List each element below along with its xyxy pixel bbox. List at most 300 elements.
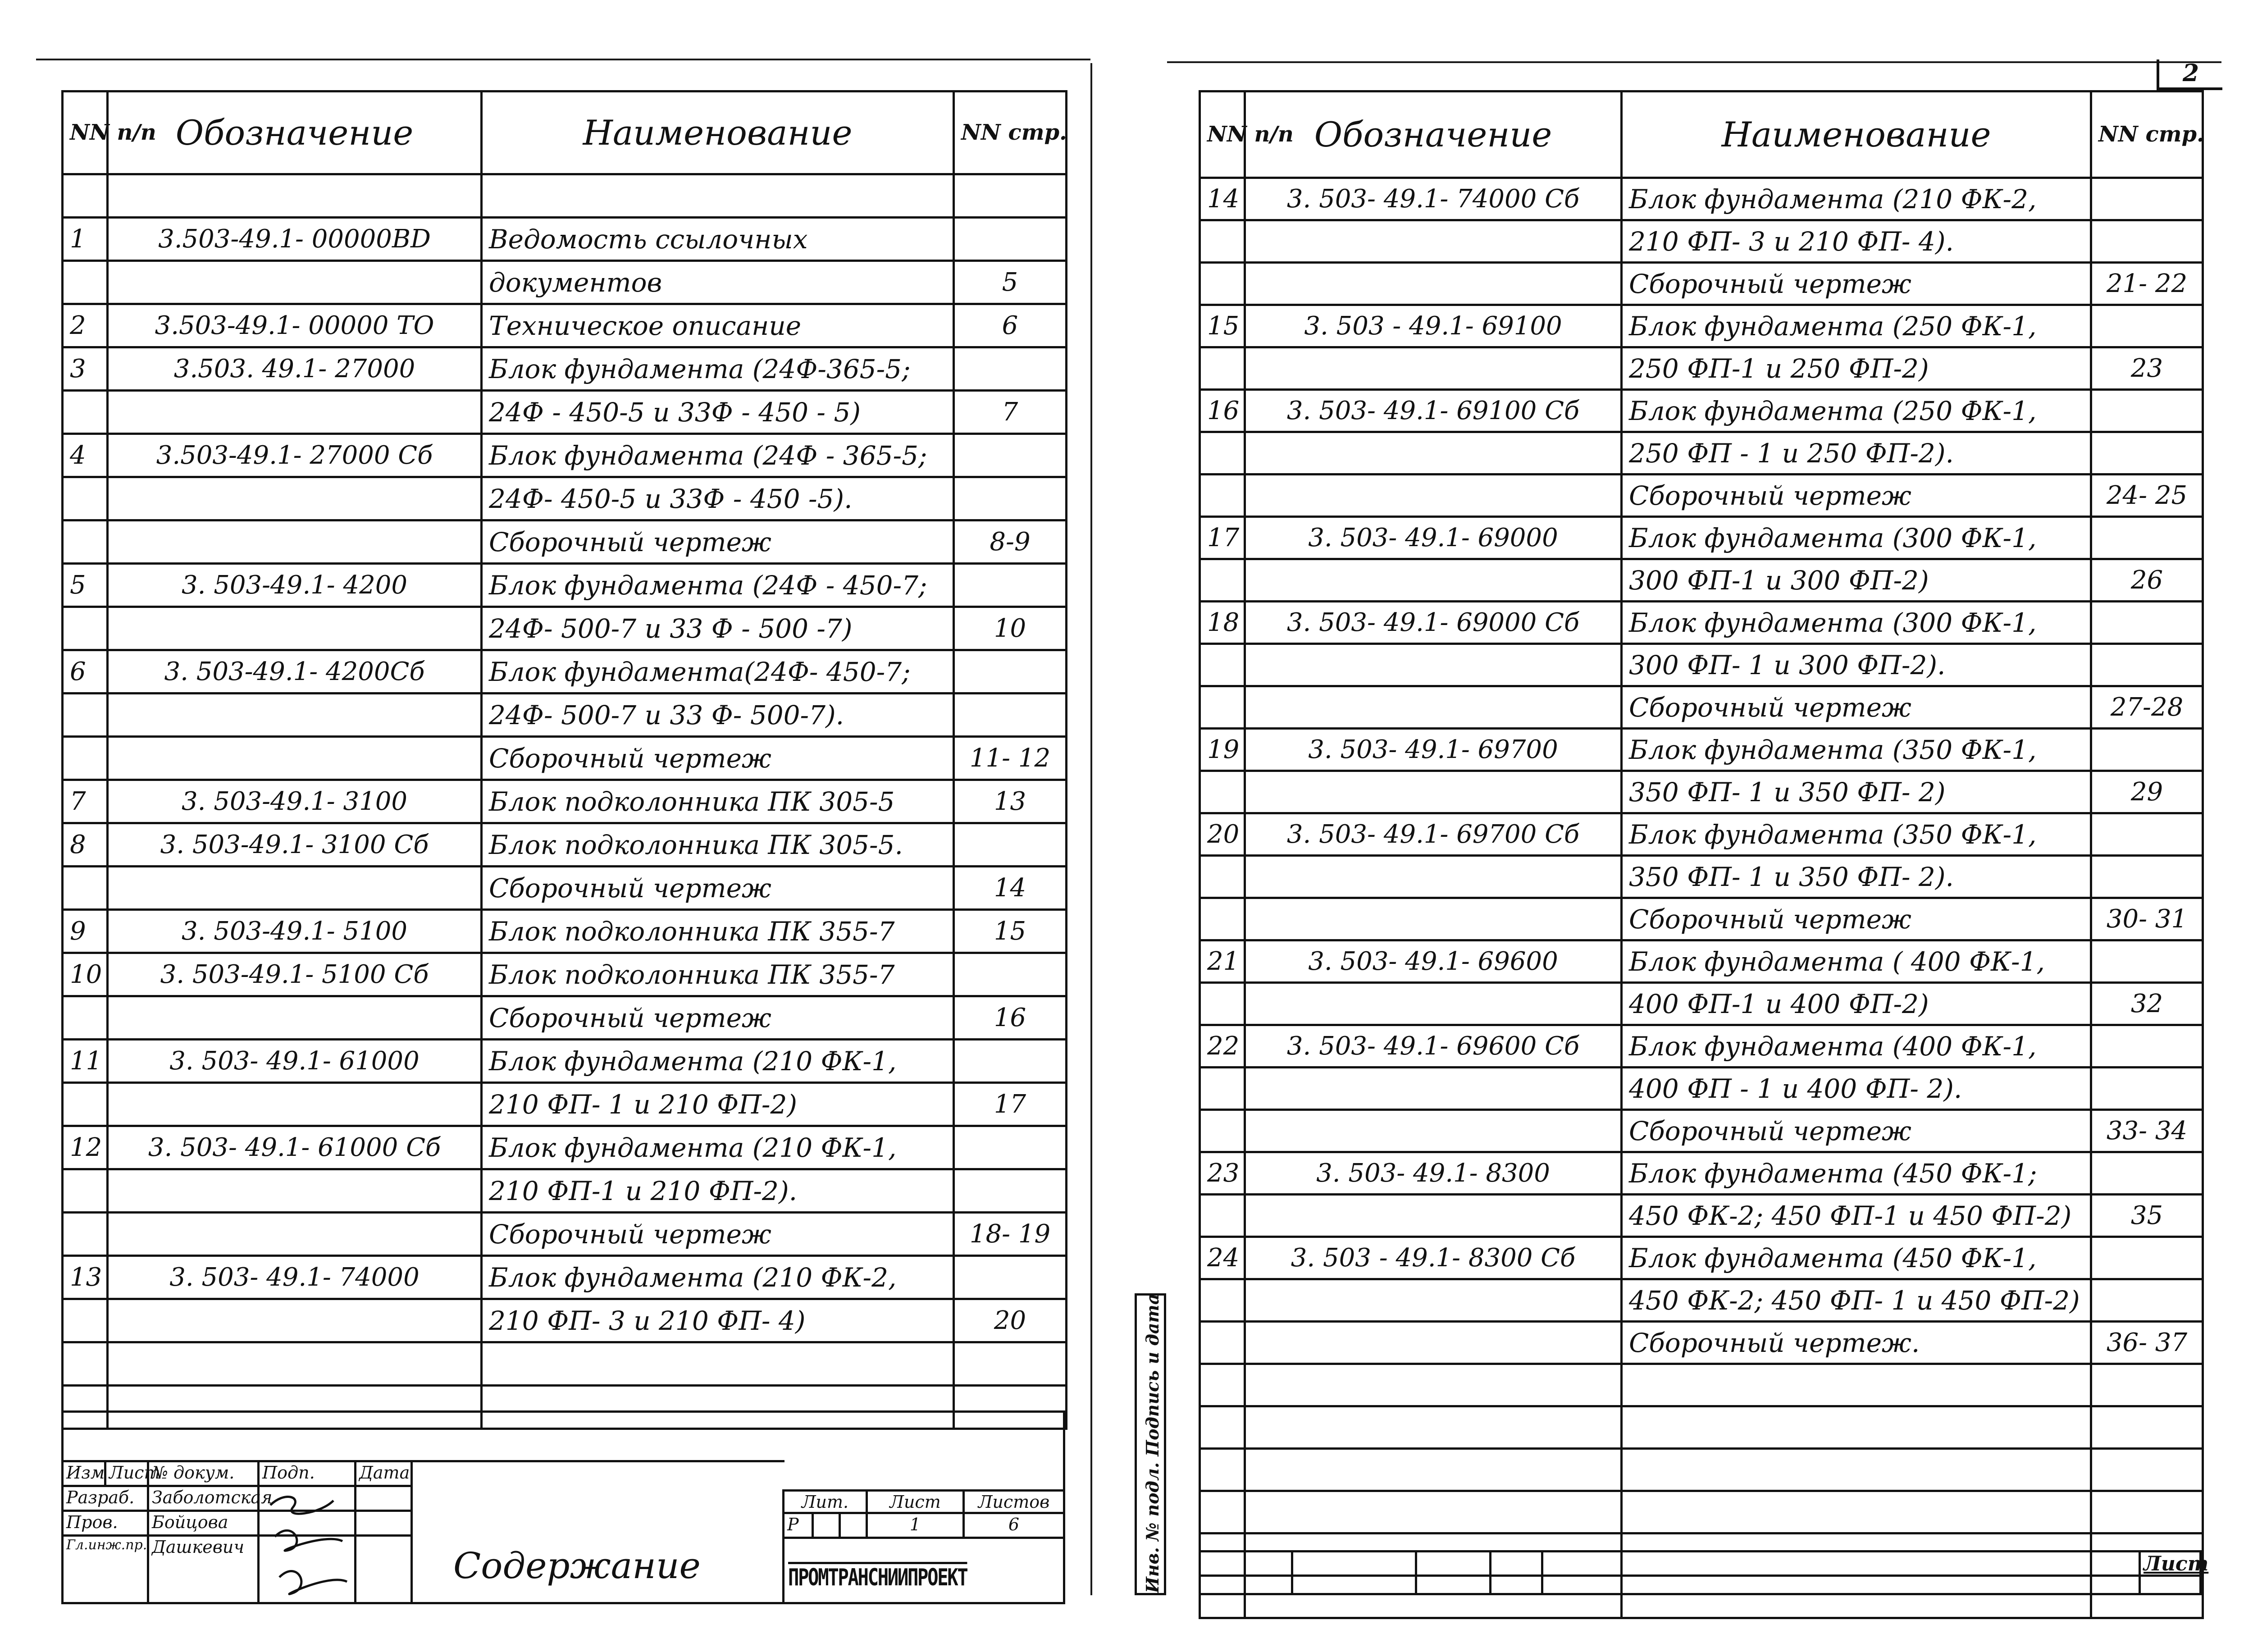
row-code-cell <box>108 1083 482 1126</box>
row-code-cell: 3. 503- 49.1- 61000 Сб <box>108 1126 482 1169</box>
role-chief-engineer: Гл.инж.пр. <box>61 1534 149 1604</box>
row-name-cell: 300 ФП-1 и 300 ФП-2) <box>1622 559 2091 602</box>
table-row <box>1200 1237 2203 1279</box>
table-row <box>1200 686 2203 729</box>
row-pages-cell <box>954 564 1067 607</box>
top-trim-line-left <box>36 59 1090 60</box>
row-pages-cell <box>954 1040 1067 1083</box>
row-num-cell <box>63 1169 108 1213</box>
row-pages-cell <box>954 477 1067 520</box>
page-number: 2 <box>2157 59 2222 90</box>
row-num-cell <box>63 391 108 434</box>
row-name-cell: 24Ф - 450-5 и 33Ф - 450 - 5) <box>482 391 954 434</box>
table-row <box>63 1083 1067 1126</box>
row-num-cell <box>1200 1491 1245 1533</box>
row-code-cell: 3. 503-49.1- 4200 <box>108 564 482 607</box>
row-pages-cell: 8-9 <box>954 520 1067 564</box>
row-name-cell: 250 ФП-1 и 250 ФП-2) <box>1622 347 2091 390</box>
row-pages-cell <box>2091 517 2203 559</box>
row-pages-cell <box>2091 1406 2203 1449</box>
row-name-cell: Блок фундамента (210 ФК-2, <box>482 1256 954 1299</box>
row-num-cell <box>1200 898 1245 940</box>
num-column-header: NN п/п <box>1200 91 1245 178</box>
row-code-cell <box>108 174 482 218</box>
row-code-cell <box>108 1169 482 1213</box>
table-row <box>1200 940 2203 983</box>
row-code-cell: 3. 503- 49.1- 61000 <box>108 1040 482 1083</box>
table-row <box>63 694 1067 737</box>
person-chief-engineer: Дашкевич <box>147 1534 260 1604</box>
row-name-cell: 350 ФП- 1 и 350 ФП- 2). <box>1622 856 2091 898</box>
sheet-title: Содержание <box>453 1545 701 1587</box>
date-checker <box>354 1510 413 1537</box>
row-name-cell: Сборочный чертеж <box>1622 475 2091 517</box>
row-name-cell: Блок подколонника ПК 355-7 <box>482 910 954 953</box>
row-num-cell: 17 <box>1200 517 1245 559</box>
change-col-sign: Подп. <box>257 1460 356 1487</box>
row-name-cell: Блок фундамента (400 ФК-1, <box>1622 1025 2091 1068</box>
table-row <box>63 737 1067 780</box>
lit-extra-1 <box>812 1512 841 1539</box>
row-name-cell <box>1622 1406 2091 1449</box>
row-num-cell <box>1200 856 1245 898</box>
row-code-cell <box>108 261 482 304</box>
row-name-cell: 250 ФП - 1 и 250 ФП-2). <box>1622 432 2091 475</box>
table-row <box>1200 475 2203 517</box>
row-num-cell: 7 <box>63 780 108 823</box>
table-row <box>63 823 1067 867</box>
row-name-cell <box>1622 1364 2091 1406</box>
table-row <box>63 867 1067 910</box>
row-code-cell <box>1245 559 1622 602</box>
row-name-cell: Блок фундамента (250 ФК-1, <box>1622 305 2091 347</box>
table-row <box>63 477 1067 520</box>
row-code-cell <box>1245 432 1622 475</box>
row-num-cell: 4 <box>63 434 108 477</box>
row-name-cell: Сборочный чертеж <box>482 737 954 780</box>
row-pages-cell <box>954 347 1067 391</box>
table-row <box>1200 1110 2203 1152</box>
row-pages-cell: 32 <box>2091 983 2203 1025</box>
row-code-cell <box>1245 263 1622 305</box>
row-pages-cell <box>954 218 1067 261</box>
row-code-cell: 3.503-49.1- 27000 Сб <box>108 434 482 477</box>
table-row <box>63 1213 1067 1256</box>
row-name-cell: Сборочный чертеж <box>482 996 954 1040</box>
name-column-header: Наименование <box>482 91 954 174</box>
table-header-row <box>1200 91 2203 178</box>
row-name-cell: Блок фундамента (210 ФК-1, <box>482 1040 954 1083</box>
row-name-cell: Сборочный чертеж. <box>1622 1322 2091 1364</box>
change-col-doc: № докум. <box>147 1460 260 1487</box>
row-name-cell: 210 ФП- 3 и 210 ФП- 4). <box>1622 220 2091 263</box>
row-code-cell: 3. 503- 49.1- 69000 <box>1245 517 1622 559</box>
row-name-cell <box>482 174 954 218</box>
row-pages-cell: 16 <box>954 996 1067 1040</box>
row-code-cell <box>1245 1449 1622 1491</box>
row-name-cell: Блок фундамента (210 ФК-2, <box>1622 178 2091 220</box>
row-name-cell <box>1622 1449 2091 1491</box>
table-row <box>63 520 1067 564</box>
row-name-cell: Сборочный чертеж <box>1622 686 2091 729</box>
row-pages-cell: 21- 22 <box>2091 263 2203 305</box>
row-code-cell <box>108 477 482 520</box>
row-num-cell: 3 <box>63 347 108 391</box>
row-code-cell: 3.503-49.1- 00000ВD <box>108 218 482 261</box>
row-pages-cell: 24- 25 <box>2091 475 2203 517</box>
table-row <box>63 218 1067 261</box>
signatures-graphic <box>266 1487 356 1604</box>
row-num-cell <box>63 174 108 218</box>
table-row <box>63 1126 1067 1169</box>
row-num-cell <box>63 520 108 564</box>
row-num-cell <box>1200 220 1245 263</box>
row-name-cell: Сборочный чертеж <box>482 1213 954 1256</box>
table-row <box>1200 305 2203 347</box>
table-row <box>1200 1152 2203 1195</box>
row-pages-cell <box>2091 856 2203 898</box>
row-pages-cell: 35 <box>2091 1195 2203 1237</box>
row-num-cell <box>1200 1110 1245 1152</box>
row-name-cell: Блок фундамента ( 400 ФК-1, <box>1622 940 2091 983</box>
row-name-cell: Блок фундамента (450 ФК-1, <box>1622 1237 2091 1279</box>
organization-cell <box>782 1537 1065 1604</box>
change-col-izm: Изм <box>61 1460 106 1487</box>
pages-column-header: NN стр. <box>2091 91 2203 178</box>
table-row <box>1200 1195 2203 1237</box>
left-contents-table <box>61 90 1067 1430</box>
row-num-cell: 10 <box>63 953 108 996</box>
row-code-cell: 3. 503 - 49.1- 69100 <box>1245 305 1622 347</box>
row-code-cell <box>1245 856 1622 898</box>
row-code-cell <box>108 1342 482 1386</box>
row-num-cell: 1 <box>63 218 108 261</box>
row-pages-cell <box>2091 602 2203 644</box>
row-code-cell <box>1245 1406 1622 1449</box>
table-row <box>63 1299 1067 1342</box>
table-row <box>1200 263 2203 305</box>
table-row <box>63 304 1067 347</box>
table-row <box>1200 1025 2203 1068</box>
page-fold-line <box>1090 63 1092 1595</box>
table-header-row <box>63 91 1067 174</box>
change-col-date: Дата <box>354 1460 413 1487</box>
pages-column-header: NN стр. <box>954 91 1067 174</box>
row-pages-cell: 36- 37 <box>2091 1322 2203 1364</box>
row-name-cell: Сборочный чертеж <box>482 867 954 910</box>
row-pages-cell <box>2091 1025 2203 1068</box>
table-row <box>1200 347 2203 390</box>
row-code-cell <box>108 520 482 564</box>
row-name-cell: документов <box>482 261 954 304</box>
row-name-cell: Сборочный чертеж <box>1622 898 2091 940</box>
bottom-stamp-cell-3 <box>1415 1550 1491 1595</box>
row-name-cell: 24Ф- 500-7 и 33 Ф- 500-7). <box>482 694 954 737</box>
bottom-stamp-cell-4 <box>1489 1550 1543 1595</box>
row-pages-cell <box>954 174 1067 218</box>
row-num-cell <box>63 996 108 1040</box>
row-name-cell: Блок фундамента (210 ФК-1, <box>482 1126 954 1169</box>
row-name-cell: Блок фундамента (350 ФК-1, <box>1622 813 2091 856</box>
row-num-cell <box>1200 644 1245 686</box>
row-code-cell <box>1245 898 1622 940</box>
designation-column-header: Обозначение <box>108 91 482 174</box>
person-checker: Бойцова <box>147 1510 260 1537</box>
row-pages-cell <box>2091 305 2203 347</box>
row-code-cell: 3. 503- 49.1- 69600 Сб <box>1245 1025 1622 1068</box>
row-name-cell <box>482 1342 954 1386</box>
row-pages-cell <box>2091 1364 2203 1406</box>
row-num-cell <box>63 1342 108 1386</box>
inventory-stamp-label: Инв. № подл. Подпись и дата <box>1142 1293 1163 1593</box>
row-pages-cell <box>2091 390 2203 432</box>
row-num-cell <box>63 1299 108 1342</box>
row-name-cell: 210 ФП- 3 и 210 ФП- 4) <box>482 1299 954 1342</box>
row-num-cell <box>1200 1068 1245 1110</box>
row-pages-cell: 17 <box>954 1083 1067 1126</box>
row-code-cell: 3. 503- 49.1- 74000 Сб <box>1245 178 1622 220</box>
row-num-cell <box>1200 559 1245 602</box>
row-num-cell <box>1200 686 1245 729</box>
row-name-cell: Блок фундамента (450 ФК-1; <box>1622 1152 2091 1195</box>
row-name-cell: 350 ФП- 1 и 350 ФП- 2) <box>1622 771 2091 813</box>
row-code-cell: 3. 503- 49.1- 69000 Сб <box>1245 602 1622 644</box>
bottom-sheet-label: Лист <box>2139 1550 2202 1595</box>
row-pages-cell: 33- 34 <box>2091 1110 2203 1152</box>
row-pages-cell <box>954 694 1067 737</box>
row-pages-cell: 18- 19 <box>954 1213 1067 1256</box>
table-row <box>1200 220 2203 263</box>
table-row <box>63 1040 1067 1083</box>
table-row <box>1200 390 2203 432</box>
row-num-cell <box>1200 1449 1245 1491</box>
table-row <box>1200 178 2203 220</box>
row-num-cell: 6 <box>63 650 108 694</box>
row-pages-cell <box>954 1342 1067 1386</box>
table-row <box>63 996 1067 1040</box>
row-pages-cell: 29 <box>2091 771 2203 813</box>
row-pages-cell <box>2091 432 2203 475</box>
row-pages-cell: 6 <box>954 304 1067 347</box>
row-name-cell: Блок подколонника ПК 305-5 <box>482 780 954 823</box>
row-num-cell: 9 <box>63 910 108 953</box>
row-num-cell <box>1200 1406 1245 1449</box>
sheet-value: 1 <box>866 1512 965 1539</box>
row-name-cell: Ведомость ссылочных <box>482 218 954 261</box>
row-pages-cell <box>2091 1279 2203 1322</box>
row-name-cell: 450 ФК-2; 450 ФП-1 и 450 ФП-2) <box>1622 1195 2091 1237</box>
row-pages-cell: 23 <box>2091 347 2203 390</box>
row-code-cell <box>1245 686 1622 729</box>
table-row <box>63 1169 1067 1213</box>
table-row <box>63 261 1067 304</box>
row-pages-cell <box>2091 1068 2203 1110</box>
row-pages-cell <box>2091 220 2203 263</box>
row-name-cell: Блок фундамента (350 ФК-1, <box>1622 729 2091 771</box>
table-row <box>1200 1322 2203 1364</box>
table-row <box>63 174 1067 218</box>
table-row <box>1200 813 2203 856</box>
table-row <box>63 347 1067 391</box>
row-code-cell: 3.503-49.1- 00000 ТО <box>108 304 482 347</box>
table-row <box>63 1342 1067 1386</box>
lit-value: Р <box>782 1512 814 1539</box>
row-num-cell <box>1200 983 1245 1025</box>
row-pages-cell: 15 <box>954 910 1067 953</box>
table-row <box>1200 1279 2203 1322</box>
row-num-cell: 15 <box>1200 305 1245 347</box>
row-pages-cell <box>2091 644 2203 686</box>
row-pages-cell <box>954 434 1067 477</box>
table-row <box>63 953 1067 996</box>
row-num-cell: 8 <box>63 823 108 867</box>
table-row <box>1200 856 2203 898</box>
row-name-cell: 210 ФП- 1 и 210 ФП-2) <box>482 1083 954 1126</box>
row-name-cell: Блок фундамента (300 ФК-1, <box>1622 517 2091 559</box>
table-row <box>1200 432 2203 475</box>
row-num-cell: 21 <box>1200 940 1245 983</box>
person-developer: Заболотская <box>147 1485 260 1512</box>
row-pages-cell <box>2091 940 2203 983</box>
row-code-cell <box>1245 983 1622 1025</box>
row-code-cell: 3. 503-49.1- 3100 Сб <box>108 823 482 867</box>
date-chief-engineer <box>354 1534 413 1604</box>
top-trim-line-right <box>1167 61 2221 63</box>
row-code-cell: 3.503. 49.1- 27000 <box>108 347 482 391</box>
table-row <box>63 564 1067 607</box>
row-code-cell: 3. 503-49.1- 5100 <box>108 910 482 953</box>
row-code-cell <box>1245 771 1622 813</box>
row-code-cell <box>108 737 482 780</box>
row-pages-cell: 30- 31 <box>2091 898 2203 940</box>
row-code-cell: 3. 503- 49.1- 69100 Сб <box>1245 390 1622 432</box>
row-name-cell: Сборочный чертеж <box>482 520 954 564</box>
row-num-cell <box>63 1213 108 1256</box>
row-num-cell: 23 <box>1200 1152 1245 1195</box>
row-name-cell <box>1622 1491 2091 1533</box>
row-num-cell: 14 <box>1200 178 1245 220</box>
table-row <box>1200 771 2203 813</box>
table-row <box>1200 983 2203 1025</box>
row-code-cell <box>1245 1364 1622 1406</box>
row-num-cell <box>63 607 108 650</box>
row-code-cell <box>108 391 482 434</box>
name-column-header: Наименование <box>1622 91 2091 178</box>
lit-extra-2 <box>839 1512 868 1539</box>
table-row <box>1200 898 2203 940</box>
row-name-cell: Блок фундамента (24Ф - 450-7; <box>482 564 954 607</box>
row-pages-cell: 20 <box>954 1299 1067 1342</box>
row-code-cell <box>1245 475 1622 517</box>
row-pages-cell: 26 <box>2091 559 2203 602</box>
row-num-cell: 20 <box>1200 813 1245 856</box>
row-name-cell: Блок фундамента (24Ф-365-5; <box>482 347 954 391</box>
table-row <box>63 1256 1067 1299</box>
row-name-cell: 24Ф- 450-5 и 33Ф - 450 -5). <box>482 477 954 520</box>
row-code-cell <box>108 1299 482 1342</box>
row-code-cell <box>1245 1279 1622 1322</box>
row-name-cell: Блок фундамента (250 ФК-1, <box>1622 390 2091 432</box>
row-code-cell <box>108 996 482 1040</box>
table-row <box>1200 1406 2203 1449</box>
row-num-cell: 18 <box>1200 602 1245 644</box>
row-name-cell: 24Ф- 500-7 и 33 Ф - 500 -7) <box>482 607 954 650</box>
row-num-cell <box>63 477 108 520</box>
row-pages-cell <box>954 1169 1067 1213</box>
row-num-cell <box>63 737 108 780</box>
table-row <box>1200 559 2203 602</box>
row-pages-cell <box>2091 1449 2203 1491</box>
row-num-cell <box>1200 263 1245 305</box>
row-num-cell <box>1200 347 1245 390</box>
row-pages-cell <box>954 823 1067 867</box>
row-num-cell <box>1200 1322 1245 1364</box>
row-num-cell <box>1200 1279 1245 1322</box>
row-num-cell <box>1200 771 1245 813</box>
row-num-cell: 24 <box>1200 1237 1245 1279</box>
row-code-cell <box>1245 220 1622 263</box>
row-name-cell: Блок фундамента (300 ФК-1, <box>1622 602 2091 644</box>
row-name-cell: Сборочный чертеж <box>1622 1110 2091 1152</box>
table-row <box>1200 517 2203 559</box>
row-code-cell: 3. 503-49.1- 5100 Сб <box>108 953 482 996</box>
row-num-cell <box>63 261 108 304</box>
row-num-cell: 2 <box>63 304 108 347</box>
bottom-stamp-cell-1 <box>1244 1550 1293 1595</box>
row-name-cell: 210 ФП-1 и 210 ФП-2). <box>482 1169 954 1213</box>
row-code-cell <box>108 867 482 910</box>
row-code-cell <box>108 694 482 737</box>
inventory-stamp <box>1135 1293 1166 1595</box>
row-code-cell <box>1245 347 1622 390</box>
row-code-cell: 3. 503 - 49.1- 8300 Сб <box>1245 1237 1622 1279</box>
row-code-cell <box>1245 1110 1622 1152</box>
table-row <box>63 650 1067 694</box>
row-name-cell: 400 ФП-1 и 400 ФП-2) <box>1622 983 2091 1025</box>
table-row <box>63 910 1067 953</box>
row-name-cell: Блок подколонника ПК 355-7 <box>482 953 954 996</box>
lit-label: Лит. <box>782 1489 868 1514</box>
role-developer: Разраб. <box>61 1485 149 1512</box>
row-name-cell: 450 ФК-2; 450 ФП- 1 и 450 ФП-2) <box>1622 1279 2091 1322</box>
row-num-cell: 16 <box>1200 390 1245 432</box>
table-row <box>1200 602 2203 644</box>
row-pages-cell <box>954 953 1067 996</box>
row-code-cell <box>1245 1491 1622 1533</box>
right-contents-table <box>1199 90 2204 1619</box>
row-num-cell: 13 <box>63 1256 108 1299</box>
row-code-cell <box>1245 644 1622 686</box>
row-num-cell <box>63 1083 108 1126</box>
table-row <box>1200 1449 2203 1491</box>
row-pages-cell: 27-28 <box>2091 686 2203 729</box>
row-code-cell: 3. 503- 49.1- 74000 <box>108 1256 482 1299</box>
row-pages-cell <box>954 1256 1067 1299</box>
row-code-cell: 3. 503- 49.1- 69700 Сб <box>1245 813 1622 856</box>
row-pages-cell: 10 <box>954 607 1067 650</box>
sheet-label: Лист <box>866 1489 965 1514</box>
row-code-cell: 3. 503-49.1- 3100 <box>108 780 482 823</box>
row-name-cell: Блок подколонника ПК 305-5. <box>482 823 954 867</box>
sheet-title-cell <box>410 1460 784 1604</box>
row-num-cell: 22 <box>1200 1025 1245 1068</box>
row-num-cell: 19 <box>1200 729 1245 771</box>
row-code-cell: 3. 503- 49.1- 8300 <box>1245 1152 1622 1195</box>
table-row <box>63 391 1067 434</box>
table-row <box>63 607 1067 650</box>
table-row <box>63 780 1067 823</box>
table-row <box>1200 1068 2203 1110</box>
